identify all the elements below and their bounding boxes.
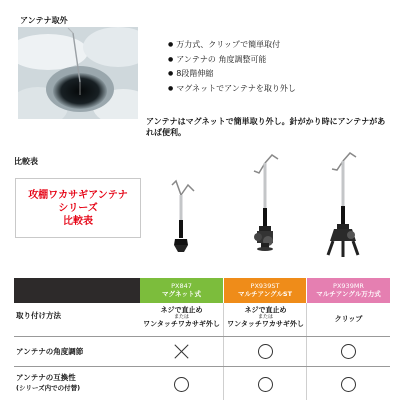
section-title-comparison: 比較表 — [14, 157, 38, 166]
comparison-heading-box — [15, 178, 141, 238]
magnet-note: アンテナはマグネットで簡単取り外し。針がかり時にアンテナがあれば便利。 — [146, 117, 386, 137]
row-label-compatibility — [16, 373, 80, 393]
product-code: PX847 — [171, 282, 192, 290]
product-image-px939st — [254, 155, 278, 251]
cell-small-text: または — [257, 314, 273, 320]
product-type: マルチアングル万力式 — [316, 290, 381, 298]
cell-text: ネジで直止め — [244, 306, 287, 314]
product-header-px939mr — [307, 278, 390, 303]
product-image-px847 — [172, 181, 194, 252]
comparison-heading-line: 攻棚ワカサギアンテナ — [28, 189, 128, 201]
circle-mark — [140, 367, 223, 400]
table-row — [14, 303, 390, 337]
row-label-mounting: 取り付け方法 — [16, 311, 61, 320]
cell-text: ワンタッチワカサギ外し — [143, 320, 220, 328]
cell-text: クリップ — [334, 315, 363, 323]
row-label-angle-adjust: アンテナの角度調節 — [16, 347, 84, 356]
row-sublabel-text: (シリーズ内での付替) — [16, 384, 81, 392]
product-type: マグネット式 — [162, 290, 201, 298]
ice-hole-photo — [18, 27, 138, 119]
comparison-heading-line: 比較表 — [62, 215, 93, 227]
circle-mark — [224, 337, 307, 366]
table-header-row — [14, 278, 390, 303]
product-header-px939st — [224, 278, 306, 303]
product-image-px939mr — [328, 153, 358, 257]
feature-item: ● アンテナの 角度調整可能 — [168, 53, 296, 68]
comparison-table — [14, 278, 390, 400]
table-row — [14, 337, 390, 367]
circle-mark — [307, 337, 390, 366]
product-header-px847 — [140, 278, 223, 303]
table-row — [14, 367, 390, 400]
product-code: PX939MR — [333, 282, 364, 290]
feature-item: ● 8段階伸縮 — [168, 67, 296, 82]
mounting-cell — [307, 315, 390, 323]
section-title-antenna-removal: アンテナ取外 — [20, 16, 68, 25]
row-label-text: アンテナの互換性 — [16, 373, 76, 382]
product-code: PX939ST — [250, 282, 280, 290]
feature-list — [168, 38, 296, 96]
circle-mark — [307, 367, 390, 400]
mounting-cell — [224, 306, 307, 328]
product-images — [150, 145, 400, 270]
table-header-blank — [14, 278, 140, 303]
circle-mark — [224, 367, 307, 400]
feature-item: ● 万力式、クリップで簡単取付 — [168, 38, 296, 53]
feature-item: ● マグネットでアンテナを取り外し — [168, 82, 296, 97]
cross-mark — [140, 337, 223, 366]
mounting-cell — [140, 306, 223, 328]
cell-text: ワンタッチワカサギ外し — [227, 320, 304, 328]
cell-text: ネジで直止め — [160, 306, 203, 314]
cell-small-text: または — [173, 314, 189, 320]
comparison-heading-line: シリーズ — [58, 202, 98, 214]
product-type: マルチアングルST — [237, 290, 293, 298]
